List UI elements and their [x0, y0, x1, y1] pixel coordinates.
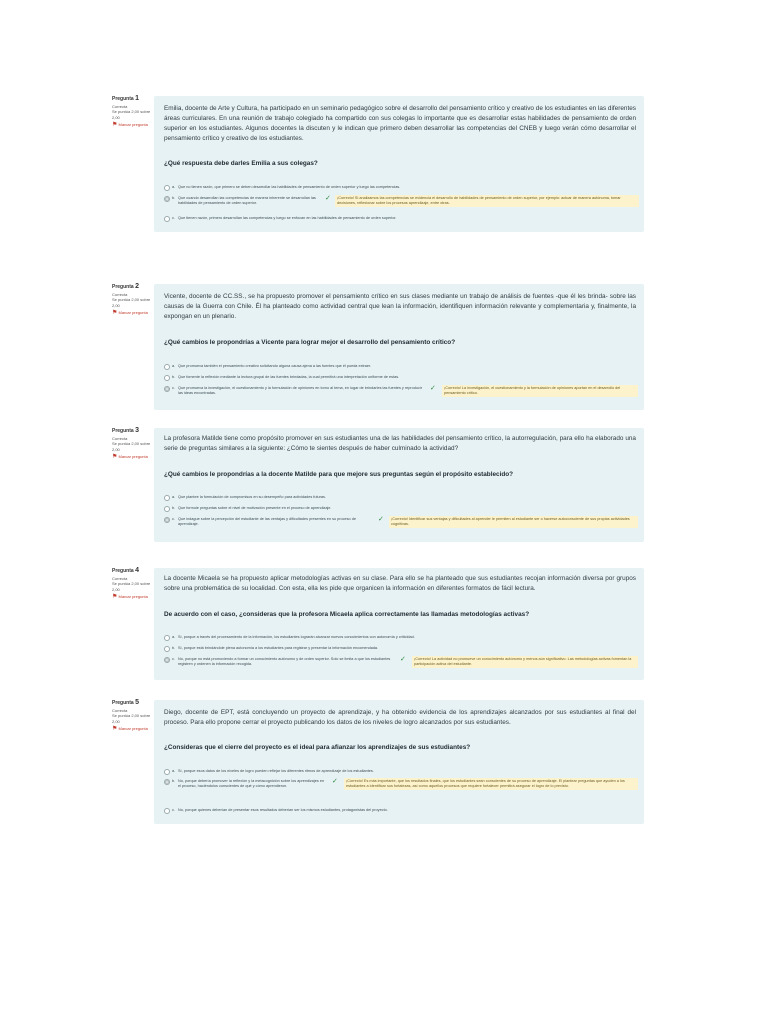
question-prompt: ¿Qué respuesta debe darles Emilia a sus colegas? — [164, 160, 318, 167]
option-text: Que cuando desarrollan las competencias de manera inherente se desarrollan las habilidades de pensamiento de orden superior. — [178, 196, 316, 206]
option-text: Que plantee la formulación de compromisos en su desempeño para actividades futuras. — [178, 495, 326, 499]
question-score: Se puntúa 2,00 sobre 2,00 — [112, 713, 151, 724]
question-label: Pregunta — [112, 284, 134, 290]
flag-question-button[interactable]: ⚑ Marcar pregunta — [112, 122, 148, 128]
flag-question-button[interactable]: ⚑ Marcar pregunta — [112, 454, 148, 460]
question-panel: Emilia, docente de Arte y Cultura, ha participado en un seminario pedagógico sobre el desarrollo del pensamiento crítico y creativo de los estudiantes en las diferentes áreas curriculares. En una reunión de trabajo colegiado ha compartido con sus colegas lo importante que es desarrollar estas habilidades de pensamiento de orden superior en los estudiantes. Algunos docentes la discuten y le indican que primero deben desarrollar las competencias del CNEB y luego verán cómo desarrollar el pensamiento crítico y creativo de los estudiantes. ¿Qué respuesta debe darles Emilia a sus colegas? a. Que no tienen razón, que primero se deben desarrollar las habilidades de pensamiento de orden superior y luego las competencias. b. Que cuando desarrollan las competencias de manera inherente se desarrollan las habilidades de pensamiento de orden superior. ✓ ¡Correcto! Si analizamos las competencias se evidencia el desarrollo de habilidades de pensamiento de orden superior, por ejemplo: actuar de manera autónoma, tomar decisiones, reflexionar sobre los procesos aprendizaje, entre otras. c. Que tienen razón, primero desarrollan las competencias y luego se enfocan en las habilidades de pensamiento de orden superior. — [154, 96, 644, 232]
question-stem: Emilia, docente de Arte y Cultura, ha participado en un seminario pedagógico sobre el desarrollo del pensamiento crítico y creativo de los estudiantes en las diferentes áreas curriculares. En una reunión de trabajo colegiado ha compartido con sus colegas lo importante que es desarrollar estas habilidades de pensamiento de orden superior en los estudiantes. Algunos docentes la discuten y le indican que primero deben desarrollar las competencias del CNEB y luego verán cómo desarrollar el pensamiento crítico y creativo de los estudiantes. — [164, 105, 636, 142]
radio-button[interactable] — [164, 216, 170, 222]
option-text: Que promueva también el pensamiento creativo solicitando alguna causa ajena a las fuentes que él pueda extraer. — [178, 364, 372, 368]
question-status: Correcta — [112, 291, 128, 297]
feedback-correct: ¡Correcto! La actividad no promueve un conocimiento autónomo y menos aún significativo. Las metodologías activas fomentan la participación activa del estudiante. — [412, 656, 638, 668]
radio-button[interactable] — [164, 185, 170, 191]
feedback-correct: ¡Correcto! La investigación, el cuestionamiento y la formulación de opiniones aportan en el desarrollo del pensamiento crítico. — [442, 385, 638, 397]
radio-button[interactable] — [164, 375, 170, 381]
question-stem: Vicente, docente de CC.SS., se ha propuesto promover el pensamiento crítico en sus clases mediante un trabajo de análisis de fuentes -que él les brinda- sobre las causas de la Guerra con Chile. Él ha planteado como actividad central que lean la información, identifiquen información relevante y complementaria y, finalmente, la expongan en un plenario. — [164, 293, 636, 320]
question-status: Correcta — [112, 575, 128, 581]
radio-button-selected[interactable] — [164, 657, 170, 663]
question-panel: La profesora Matilde tiene como propósito promover en sus estudiantes una de las habilidades del pensamiento crítico, la autorregulación, para ello ha elaborado una serie de preguntas similares a la siguiente: ¿Cómo te sientes después de haber culminado la actividad? ¿Qué cambios le propondrías a la docente Matilde para que mejore sus preguntas según el propósito establecido? a. Que plantee la formulación de compromisos en su desempeño para actividades futuras. b. Que formule preguntas sobre el nivel de motivación presente en el proceso de aprendizaje. c. Que indague sobre la percepción del estudiante de las ventajas y dificultades presentes en su proceso de aprendizaje. ✓ ¡Correcto! Identificar sus ventajas y dificultades al aprender le permiten al estudiante ser o hacerse autoconsciente de sus propias actividades cognitivas. — [154, 428, 644, 542]
radio-button[interactable] — [164, 769, 170, 775]
flag-icon: ⚑ — [112, 310, 118, 316]
radio-button[interactable] — [164, 495, 170, 501]
question-stem: La profesora Matilde tiene como propósito promover en sus estudiantes una de las habilidades del pensamiento crítico, la autorregulación, para ello ha elaborado una serie de preguntas similares a la siguiente: ¿Cómo te sientes después de haber culminado la actividad? — [164, 435, 636, 452]
question-stem: La docente Micaela se ha propuesto aplicar metodologías activas en su clase. Para ello se ha planteado que sus estudiantes recojan información diversa por grupos sobre una problemática de su localidad. Con esta, ella les pide que organicen la información en diferentes formatos de fácil lectura. — [164, 575, 636, 592]
question-prompt: ¿Qué cambios le propondrías a la docente Matilde para que mejore sus preguntas según el propósito establecido? — [164, 471, 514, 478]
question-score: Se puntúa 2,00 sobre 2,00 — [112, 581, 151, 592]
flag-question-button[interactable]: ⚑ Marcar pregunta — [112, 594, 148, 600]
check-icon: ✓ — [400, 656, 406, 663]
question-label: Pregunta — [112, 428, 134, 434]
radio-button[interactable] — [164, 506, 170, 512]
question-panel: La docente Micaela se ha propuesto aplicar metodologías activas en su clase. Para ello se ha planteado que sus estudiantes recojan información diversa por grupos sobre una problemática de su localidad. Con esta, ella les pide que organicen la información en diferentes formatos de fácil lectura. De acuerdo con el caso, ¿consideras que la profesora Micaela aplica correctamente las llamadas metodologías activas? a. Sí, porque a través del procesamiento de la información, los estudiantes lograrán alcanzar nuevos conocimientos con autonomía y criticidad. b. Sí, porque está brindándole plena autonomía a los estudiantes para registrar y presentar la información encomendada. c. No, porque no está promoviendo a formar un conocimiento autónomo y de orden superior. Solo se limita a que los estudiantes registren y ordenen la información recogida. ✓ ¡Correcto! La actividad no promueve un conocimiento autónomo y menos aún significativo. Las metodologías activas fomentan la participación activa del estudiante. — [154, 568, 644, 680]
radio-button-selected[interactable] — [164, 196, 170, 202]
radio-button[interactable] — [164, 635, 170, 641]
flag-icon: ⚑ — [112, 122, 118, 128]
check-icon: ✓ — [332, 778, 338, 785]
flag-icon: ⚑ — [112, 454, 118, 460]
option-text: No, porque no está promoviendo a formar un conocimiento autónomo y de orden superior. Solo se limita a que los estudiantes registren y ordenen la información recogida. — [178, 657, 391, 667]
question-label: Pregunta — [112, 700, 134, 706]
question-prompt: De acuerdo con el caso, ¿consideras que la profesora Micaela aplica correctamente las llamadas metodologías activas? — [164, 611, 530, 618]
option-text: Que indague sobre la percepción del estudiante de las ventajas y dificultades presentes en su proceso de aprendizaje. — [178, 517, 356, 527]
option-text: Que no tienen razón, que primero se deben desarrollar las habilidades de pensamiento de orden superior y luego las competencias. — [178, 185, 401, 189]
check-icon: ✓ — [430, 385, 436, 392]
question-prompt: ¿Qué cambios le propondrías a Vicente para lograr mejor el desarrollo del pensamiento crítico? — [164, 339, 456, 346]
radio-button-selected[interactable] — [164, 517, 170, 523]
question-label: Pregunta — [112, 568, 134, 574]
feedback-correct: ¡Correcto! Si analizamos las competencias se evidencia el desarrollo de habilidades de pensamiento de orden superior, por ejemplo: actuar de manera autónoma, tomar decisiones, reflexionar sobre los procesos aprendizaje, entre otras. — [335, 195, 639, 207]
flag-icon: ⚑ — [112, 594, 118, 600]
radio-button[interactable] — [164, 808, 170, 814]
question-info — [112, 284, 154, 317]
question-status: Correcta — [112, 435, 128, 441]
question-score: Se puntúa 2,00 sobre 2,00 — [112, 441, 151, 452]
question-number: 5 — [135, 699, 139, 706]
option-text: Que tienen razón, primero desarrollan las competencias y luego se enfocan en las habilidades de pensamiento de orden superior. — [178, 216, 397, 220]
option-text: Sí, porque está brindándole plena autonomía a los estudiantes para registrar y presentar la información encomendada. — [178, 646, 379, 650]
question-info — [112, 428, 154, 461]
question-status: Correcta — [112, 103, 128, 109]
option-text: Que formule preguntas sobre el nivel de motivación presente en el proceso de aprendizaje. — [178, 506, 332, 510]
feedback-correct: ¡Correcto! Identificar sus ventajas y dificultades al aprender le permiten al estudiante ser o hacerse autoconsciente de sus propias actividades cognitivas. — [389, 516, 638, 528]
question-number: 3 — [135, 427, 139, 434]
option-text: No, porque quienes deberían de presentar esos resultados deberían ser los mismos estudiantes, protagonistas del proyecto. — [178, 808, 388, 812]
radio-button[interactable] — [164, 646, 170, 652]
flag-icon: ⚑ — [112, 726, 118, 732]
question-status: Correcta — [112, 707, 128, 713]
question-info — [112, 700, 154, 733]
option-text: Que promueva la investigación, el cuestionamiento y la formulación de opiniones en torno al tema, en lugar de brindarles las fuentes y reproducir las ideas encontradas. — [178, 386, 422, 396]
question-score: Se puntúa 2,00 sobre 2,00 — [112, 109, 151, 120]
flag-question-button[interactable]: ⚑ Marcar pregunta — [112, 726, 148, 732]
question-number: 4 — [135, 567, 139, 574]
question-panel: Vicente, docente de CC.SS., se ha propuesto promover el pensamiento crítico en sus clases mediante un trabajo de análisis de fuentes -que él les brinda- sobre las causas de la Guerra con Chile. Él ha planteado como actividad central que lean la información, identifiquen información relevante y complementaria y, finalmente, la expongan en un plenario. ¿Qué cambios le propondrías a Vicente para lograr mejor el desarrollo del pensamiento crítico? a. Que promueva también el pensamiento creativo solicitando alguna causa ajena a las fuentes que él pueda extraer. b. Que fomente la reflexión mediante la lectura grupal de las fuentes brindadas, la cual permitirá una interpretación uniforme de estas. c. Que promueva la investigación, el cuestionamiento y la formulación de opiniones en torno al tema, en lugar de brindarles las fuentes y reproducir las ideas encontradas. ✓ ¡Correcto! La investigación, el cuestionamiento y la formulación de opiniones aportan en el desarrollo del pensamiento crítico. — [154, 284, 644, 410]
check-icon: ✓ — [378, 516, 384, 523]
question-info — [112, 96, 154, 129]
option-text: No, porque debería promover la reflexión y la metacognición sobre los aprendizajes en el proceso, haciéndolos conscientes de qué y cómo aprendieron. — [178, 779, 325, 789]
check-icon: ✓ — [325, 195, 331, 202]
question-prompt: ¿Consideras que el cierre del proyecto es el ideal para afianzar los aprendizajes de sus estudiantes? — [164, 744, 471, 751]
question-info — [112, 568, 154, 601]
radio-button[interactable] — [164, 364, 170, 370]
question-score: Se puntúa 2,00 sobre 2,00 — [112, 297, 151, 308]
option-text: Que fomente la reflexión mediante la lectura grupal de las fuentes brindadas, la cual permitirá una interpretación uniforme de estas. — [178, 375, 400, 379]
question-panel: Diego, docente de EPT, está concluyendo un proyecto de aprendizaje, y ha obtenido evidencia de los aprendizajes alcanzados por sus estudiantes al final del proceso. Para ello propone cerrar el proyecto publicando los datos de los niveles de logro alcanzados por sus estudiantes. ¿Consideras que el cierre del proyecto es el ideal para afianzar los aprendizajes de sus estudiantes? a. Sí, porque esos datos de los niveles de logro pueden reflejar los diferentes ritmos de aprendizaje de los estudiantes. b. No, porque debería promover la reflexión y la metacognición sobre los aprendizajes en el proceso, haciéndolos conscientes de qué y cómo aprendieron. ✓ ¡Correcto! Es más importante, que los resultados finales, que los estudiantes sean conscientes de su proceso de aprendizaje. El plantear preguntas que ayuden a los estudiantes a identificar sus fortalezas, así como aquellos procesos que requiere fortalecer permitirá asegurar el logro de lo previsto. c. No, porque quienes deberían de presentar esos resultados deberían ser los mismos estudiantes, protagonistas del proyecto. — [154, 700, 644, 824]
option-text: Sí, porque a través del procesamiento de la información, los estudiantes lograrán alcanzar nuevos conocimientos con autonomía y criticidad. — [178, 635, 415, 639]
flag-question-button[interactable]: ⚑ Marcar pregunta — [112, 310, 148, 316]
question-label: Pregunta — [112, 96, 134, 102]
radio-button-selected[interactable] — [164, 386, 170, 392]
question-number: 2 — [135, 283, 139, 290]
feedback-correct: ¡Correcto! Es más importante, que los resultados finales, que los estudiantes sean conscientes de su proceso de aprendizaje. El plantear preguntas que ayuden a los estudiantes a identificar sus fortalezas, así como aquellos procesos que requiere fortalecer permitirá asegurar el logro de lo previsto. — [344, 778, 638, 790]
question-number: 1 — [135, 95, 139, 102]
radio-button-selected[interactable] — [164, 779, 170, 785]
question-stem: Diego, docente de EPT, está concluyendo un proyecto de aprendizaje, y ha obtenido evidencia de los aprendizajes alcanzados por sus estudiantes al final del proceso. Para ello propone cerrar el proyecto publicando los datos de los niveles de logro alcanzados por sus estudiantes. — [164, 709, 636, 726]
option-text: Sí, porque esos datos de los niveles de logro pueden reflejar los diferentes ritmos de aprendizaje de los estudiantes. — [178, 769, 374, 773]
